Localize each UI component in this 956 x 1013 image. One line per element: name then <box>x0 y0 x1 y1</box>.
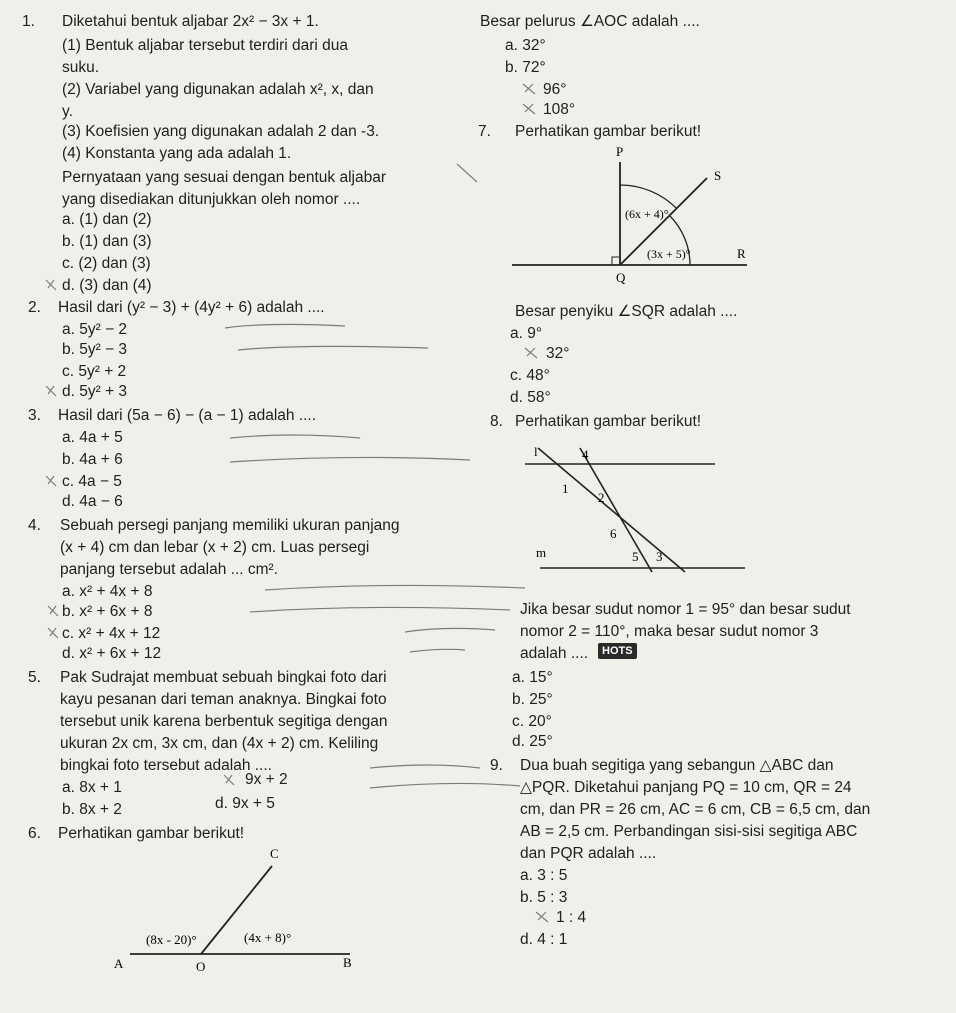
q8-line-1: Jika besar sudut nomor 1 = 95° dan besar sudut <box>520 601 851 618</box>
scribble-q3-b <box>230 457 470 462</box>
q1-option-d: d. (3) dan (4) <box>62 277 152 294</box>
q5-option-a: a. 8x + 1 <box>62 779 122 796</box>
q7-label-p: P <box>616 144 624 159</box>
q6-label-c: C <box>270 846 279 861</box>
q2-option-d: d. 5y² + 3 <box>62 383 128 400</box>
q8-label-5: 5 <box>632 549 639 564</box>
q7-answer-mark <box>525 348 537 358</box>
q1-answer-mark <box>46 280 56 290</box>
q4-line-3: panjang tersebut adalah ... cm². <box>60 561 278 578</box>
q2-answer-mark <box>46 386 56 396</box>
q9-option-a: a. 3 : 5 <box>520 867 568 884</box>
q5-option-c: 9x + 2 <box>245 771 288 788</box>
scribble-q4-d <box>410 649 465 652</box>
page-crease <box>457 164 477 182</box>
q8-option-c: c. 20° <box>512 713 552 730</box>
q5-line-1: Pak Sudrajat membuat sebuah bingkai foto dari <box>60 669 387 686</box>
q6-label-o: O <box>196 959 206 974</box>
q3-answer-mark <box>46 476 56 486</box>
q9-option-d: d. 4 : 1 <box>520 931 568 948</box>
q9-line-4: AB = 2,5 cm. Perbandingan sisi-sisi segitiga ABC <box>520 823 858 840</box>
q9-answer-mark <box>536 912 548 922</box>
q2-option-c: c. 5y² + 2 <box>62 363 127 380</box>
q8-label-2: 2 <box>598 490 605 505</box>
q6-angle-1: (8x - 20)° <box>146 932 197 947</box>
q6-angle-2: (4x + 8)° <box>244 930 292 945</box>
q5-option-d: d. 9x + 5 <box>215 795 275 812</box>
q1-statement-2a: (2) Variabel yang digunakan adalah x², x, dan <box>62 81 374 98</box>
q7-question: Besar penyiku ∠SQR adalah .... <box>515 303 738 320</box>
q8-line-2: nomor 2 = 110°, maka besar sudut nomor 3 <box>520 623 819 640</box>
q2-number: 2. <box>28 299 41 316</box>
q1-option-c: c. (2) dan (3) <box>62 255 151 272</box>
qa-option-b: b. 72° <box>505 59 546 76</box>
hots-badge: HOTS <box>598 643 637 659</box>
q1-statement-4: (4) Konstanta yang ada adalah 1. <box>62 145 292 162</box>
q1-question-1: Pernyataan yang sesuai dengan bentuk aljabar <box>62 169 387 186</box>
q4-option-a: a. x² + 4x + 8 <box>62 583 153 600</box>
q4-option-b: b. x² + 6x + 8 <box>62 603 153 620</box>
q8-label-m: m <box>536 545 547 560</box>
scribble-q4-b <box>250 607 510 612</box>
q1-question-2: yang disediakan ditunjukkan oleh nomor .... <box>62 191 361 208</box>
q3-option-b: b. 4a + 6 <box>62 451 123 468</box>
q4-option-d: d. x² + 6x + 12 <box>62 645 162 662</box>
q1-option-b: b. (1) dan (3) <box>62 233 152 250</box>
qa-stem: Besar pelurus ∠AOC adalah .... <box>480 13 700 30</box>
scribble-q4-a <box>265 585 525 590</box>
q7-label-s: S <box>714 168 722 183</box>
q7-label-q: Q <box>616 270 626 285</box>
q5-answer-mark <box>224 775 234 785</box>
q1-stem: Diketahui bentuk aljabar 2x² − 3x + 1. <box>62 13 319 30</box>
q7-option-b: 32° <box>546 345 570 362</box>
q1-statement-2b: y. <box>62 103 73 120</box>
q5-line-2: kayu pesanan dari teman anaknya. Bingkai foto <box>60 691 387 708</box>
q1-statement-1a: (1) Bentuk aljabar tersebut terdiri dari dua <box>62 37 349 54</box>
q5-line-5: bingkai foto tersebut adalah .... <box>60 757 272 774</box>
q2-option-a: a. 5y² − 2 <box>62 321 128 338</box>
q7-angle-2: (3x + 5)° <box>647 247 691 261</box>
q8-line-3: adalah .... <box>520 645 589 662</box>
q5-line-4: ukuran 2x cm, 3x cm, dan (4x + 2) cm. Keliling <box>60 735 379 752</box>
q4-number: 4. <box>28 517 41 534</box>
q4-line-1: Sebuah persegi panjang memiliki ukuran panjang <box>60 517 400 534</box>
q9-line-5: dan PQR adalah .... <box>520 845 657 862</box>
q9-line-2: △PQR. Diketahui panjang PQ = 10 cm, QR = 24 <box>520 779 852 796</box>
q9-number: 9. <box>490 757 503 774</box>
q1-statement-3: (3) Koefisien yang digunakan adalah 2 dan -3. <box>62 123 380 140</box>
q1-option-a: a. (1) dan (2) <box>62 211 152 228</box>
q8-number: 8. <box>490 413 503 430</box>
qa-option-a: a. 32° <box>505 37 546 54</box>
q7-option-a: a. 9° <box>510 325 543 342</box>
q3-number: 3. <box>28 407 41 424</box>
q9-option-c: 1 : 4 <box>556 909 587 926</box>
q5-number: 5. <box>28 669 41 686</box>
q1-number: 1. <box>22 13 35 30</box>
qa-option-c: 96° <box>543 81 567 98</box>
q9-line-1: Dua buah segitiga yang sebangun △ABC dan <box>520 757 834 774</box>
q8-option-a: a. 15° <box>512 669 553 686</box>
q4-option-c: c. x² + 4x + 12 <box>62 625 161 642</box>
q7-angle-1: (6x + 4)° <box>625 207 669 221</box>
q8-label-l: l <box>534 444 538 459</box>
scribble-q3-a <box>230 435 360 438</box>
q8-label-4: 4 <box>582 447 589 462</box>
qa-answer-mark-d <box>523 104 535 114</box>
q2-stem: Hasil dari (y² − 3) + (4y² + 6) adalah .... <box>58 299 325 316</box>
qa-option-d: 108° <box>543 101 576 118</box>
q7-option-d: d. 58° <box>510 389 551 406</box>
scribble-q5-a <box>370 765 480 768</box>
q3-option-d: d. 4a − 6 <box>62 493 123 510</box>
q8-option-b: b. 25° <box>512 691 553 708</box>
q4-line-2: (x + 4) cm dan lebar (x + 2) cm. Luas persegi <box>60 539 370 556</box>
q2-option-b: b. 5y² − 3 <box>62 341 128 358</box>
q4-answer-mark-b <box>48 606 58 616</box>
q8-stem: Perhatikan gambar berikut! <box>515 413 702 430</box>
q3-option-a: a. 4a + 5 <box>62 429 123 446</box>
q6-label-b: B <box>343 955 352 970</box>
q6-stem: Perhatikan gambar berikut! <box>58 825 245 842</box>
q7-label-r: R <box>737 246 746 261</box>
q3-option-c: c. 4a − 5 <box>62 473 122 490</box>
q8-label-3: 3 <box>656 549 663 564</box>
q9-line-3: cm, dan PR = 26 cm, AC = 6 cm, CB = 6,5 cm, dan <box>520 801 871 818</box>
scribble-q5-b <box>370 783 520 788</box>
q7-option-c: c. 48° <box>510 367 550 384</box>
q7-number: 7. <box>478 123 491 140</box>
q5-line-3: tersebut unik karena berbentuk segitiga dengan <box>60 713 388 730</box>
q1-statement-1b: suku. <box>62 59 100 76</box>
q8-label-1: 1 <box>562 481 569 496</box>
q8-option-d: d. 25° <box>512 733 553 750</box>
q4-answer-mark-c <box>48 628 58 638</box>
scribble-q4-c <box>405 628 495 632</box>
q9-option-b: b. 5 : 3 <box>520 889 568 906</box>
q3-stem: Hasil dari (5a − 6) − (a − 1) adalah .... <box>58 407 317 424</box>
qa-answer-mark-c <box>523 84 535 94</box>
q5-option-b: b. 8x + 2 <box>62 801 122 818</box>
q6-label-a: A <box>114 956 124 971</box>
q8-label-6: 6 <box>610 526 617 541</box>
scribble-q2-b <box>238 346 428 350</box>
scribble-q2-a <box>225 324 345 328</box>
q7-stem: Perhatikan gambar berikut! <box>515 123 702 140</box>
q6-number: 6. <box>28 825 41 842</box>
